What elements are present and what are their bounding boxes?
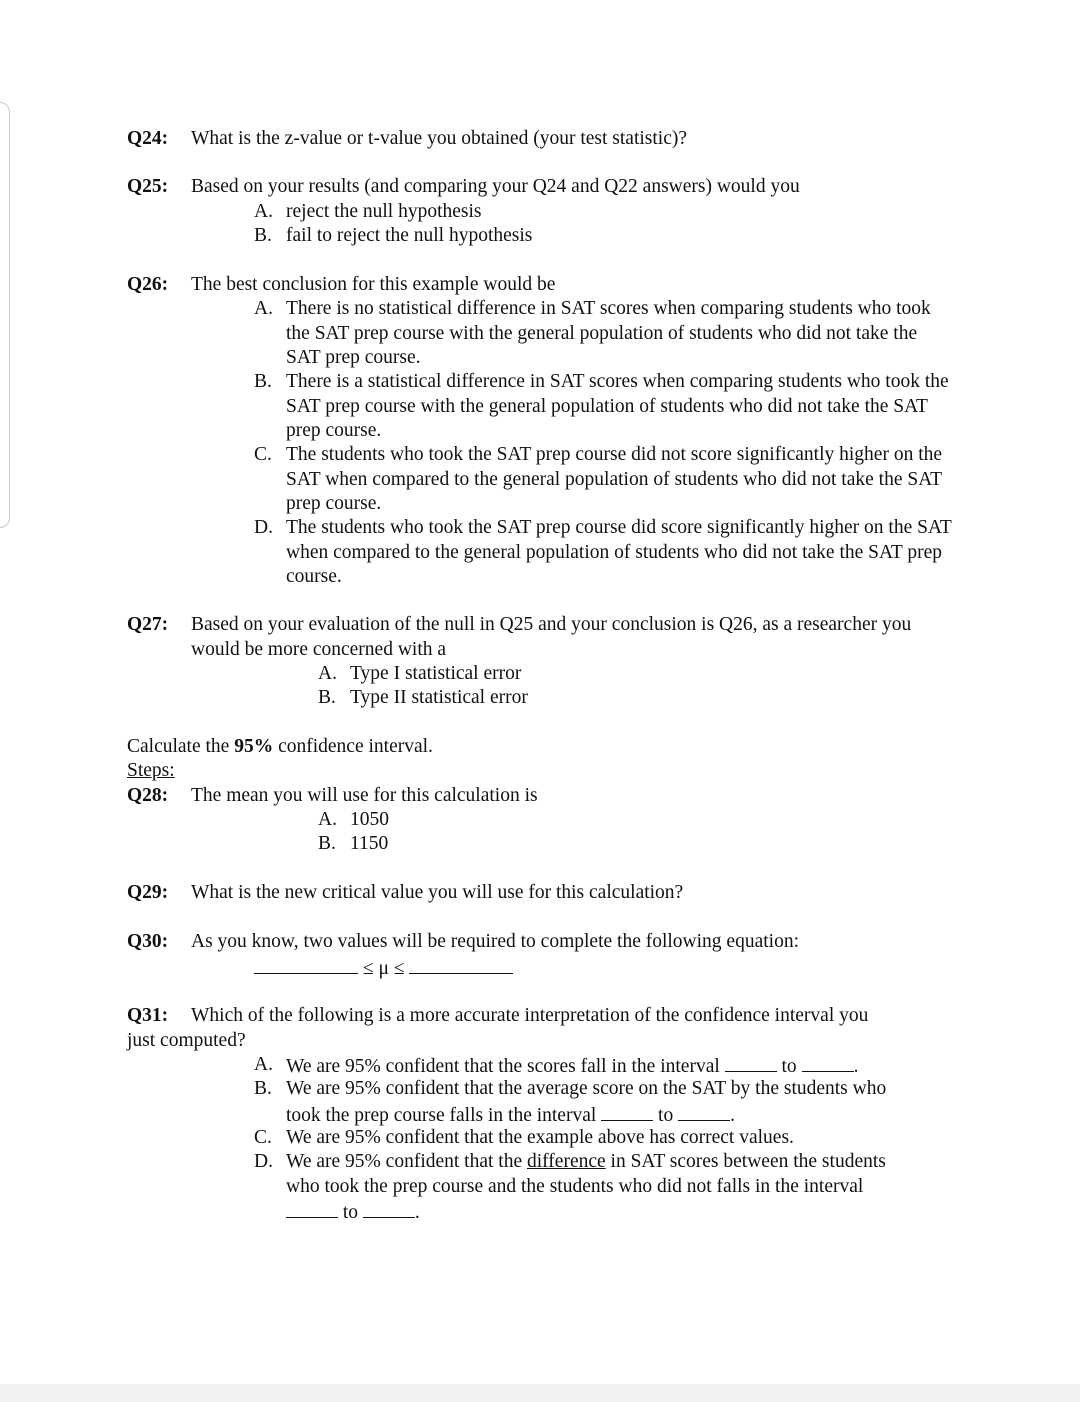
question-text: Which of the following is a more accurate interpretation of the confidence interval you (191, 1005, 869, 1026)
question-label: Q29: (127, 882, 169, 903)
question-label: Q25: (127, 176, 169, 197)
question-24 (127, 127, 957, 152)
side-panel-tab[interactable] (0, 102, 10, 528)
question-30 (127, 930, 957, 955)
ci-instruction: Calculate the 95% confidence interval. (127, 736, 433, 757)
answer-blank[interactable] (725, 1053, 777, 1072)
option-c: C. The students who took the SAT prep course did not score significantly higher on the SAT when compared to the general population of students who did not take the SAT prep course. (254, 444, 943, 514)
option-a: A. There is no statistical difference in SAT scores when comparing students who took the SAT prep course with the general population of students who did not take the SAT prep course. (254, 298, 931, 368)
answer-blank[interactable] (601, 1102, 653, 1121)
question-label: Q31: (127, 1005, 169, 1026)
question-label: Q30: (127, 931, 169, 952)
steps-heading: Steps: (127, 760, 175, 781)
question-text: What is the new critical value you will use for this calculation? (191, 882, 684, 903)
question-text: The mean you will use for this calculation is (191, 785, 538, 806)
option-b: B. fail to reject the null hypothesis (254, 225, 533, 246)
option-b: B. There is a statistical difference in SAT scores when comparing students who took the SAT prep course with the general population of students who did not take the SAT prep course. (254, 371, 949, 441)
answer-blank[interactable] (802, 1053, 854, 1072)
question-label: Q26: (127, 274, 169, 295)
option-a: A. We are 95% confident that the scores fall in the interval to . (254, 1054, 859, 1077)
option-b: B. 1150 (318, 833, 389, 854)
question-27 (127, 613, 947, 662)
option-c: C. We are 95% confident that the example above has correct values. (254, 1127, 794, 1148)
question-25 (127, 175, 957, 200)
question-label: Q28: (127, 785, 169, 806)
option-d: D. We are 95% confident that the difference in SAT scores between the students who took the prep course and the students who did not falls in the interval to . (254, 1151, 886, 1223)
answer-blank[interactable] (409, 955, 513, 974)
ci-equation: ≤ μ ≤ (254, 955, 554, 982)
question-label: Q27: (127, 614, 169, 635)
question-text: As you know, two values will be required to complete the following equation: (191, 931, 799, 952)
question-29 (127, 881, 957, 906)
question-text: What is the z-value or t-value you obtained (your test statistic)? (191, 128, 688, 149)
question-31 (127, 1004, 957, 1029)
question-26 (127, 273, 957, 298)
question-text: Based on your results (and comparing your Q24 and Q22 answers) would you (191, 176, 800, 197)
question-text: The best conclusion for this example would be (191, 274, 556, 295)
option-b: B. Type II statistical error (318, 687, 528, 708)
bottom-bar (0, 1384, 1080, 1402)
answer-blank[interactable] (363, 1199, 415, 1218)
option-a: A. Type I statistical error (318, 663, 522, 684)
answer-blank[interactable] (254, 955, 358, 974)
question-label: Q24: (127, 128, 169, 149)
question-text: Based on your evaluation of the null in Q25 and your conclusion is Q26, as a researcher you would be more concerned with a (191, 614, 912, 660)
option-d: D. The students who took the SAT prep course did score significantly higher on the SAT when compared to the general population of students who did not take the SAT prep course. (254, 517, 952, 587)
question-text-continued: just computed? (127, 1030, 246, 1051)
option-a: A. 1050 (318, 809, 389, 830)
option-b: B. We are 95% confident that the average score on the SAT by the students who took the prep course falls in the interval to . (254, 1078, 887, 1126)
answer-blank[interactable] (286, 1199, 338, 1218)
option-a: A. reject the null hypothesis (254, 201, 482, 222)
answer-blank[interactable] (678, 1102, 730, 1121)
question-28 (127, 784, 957, 809)
